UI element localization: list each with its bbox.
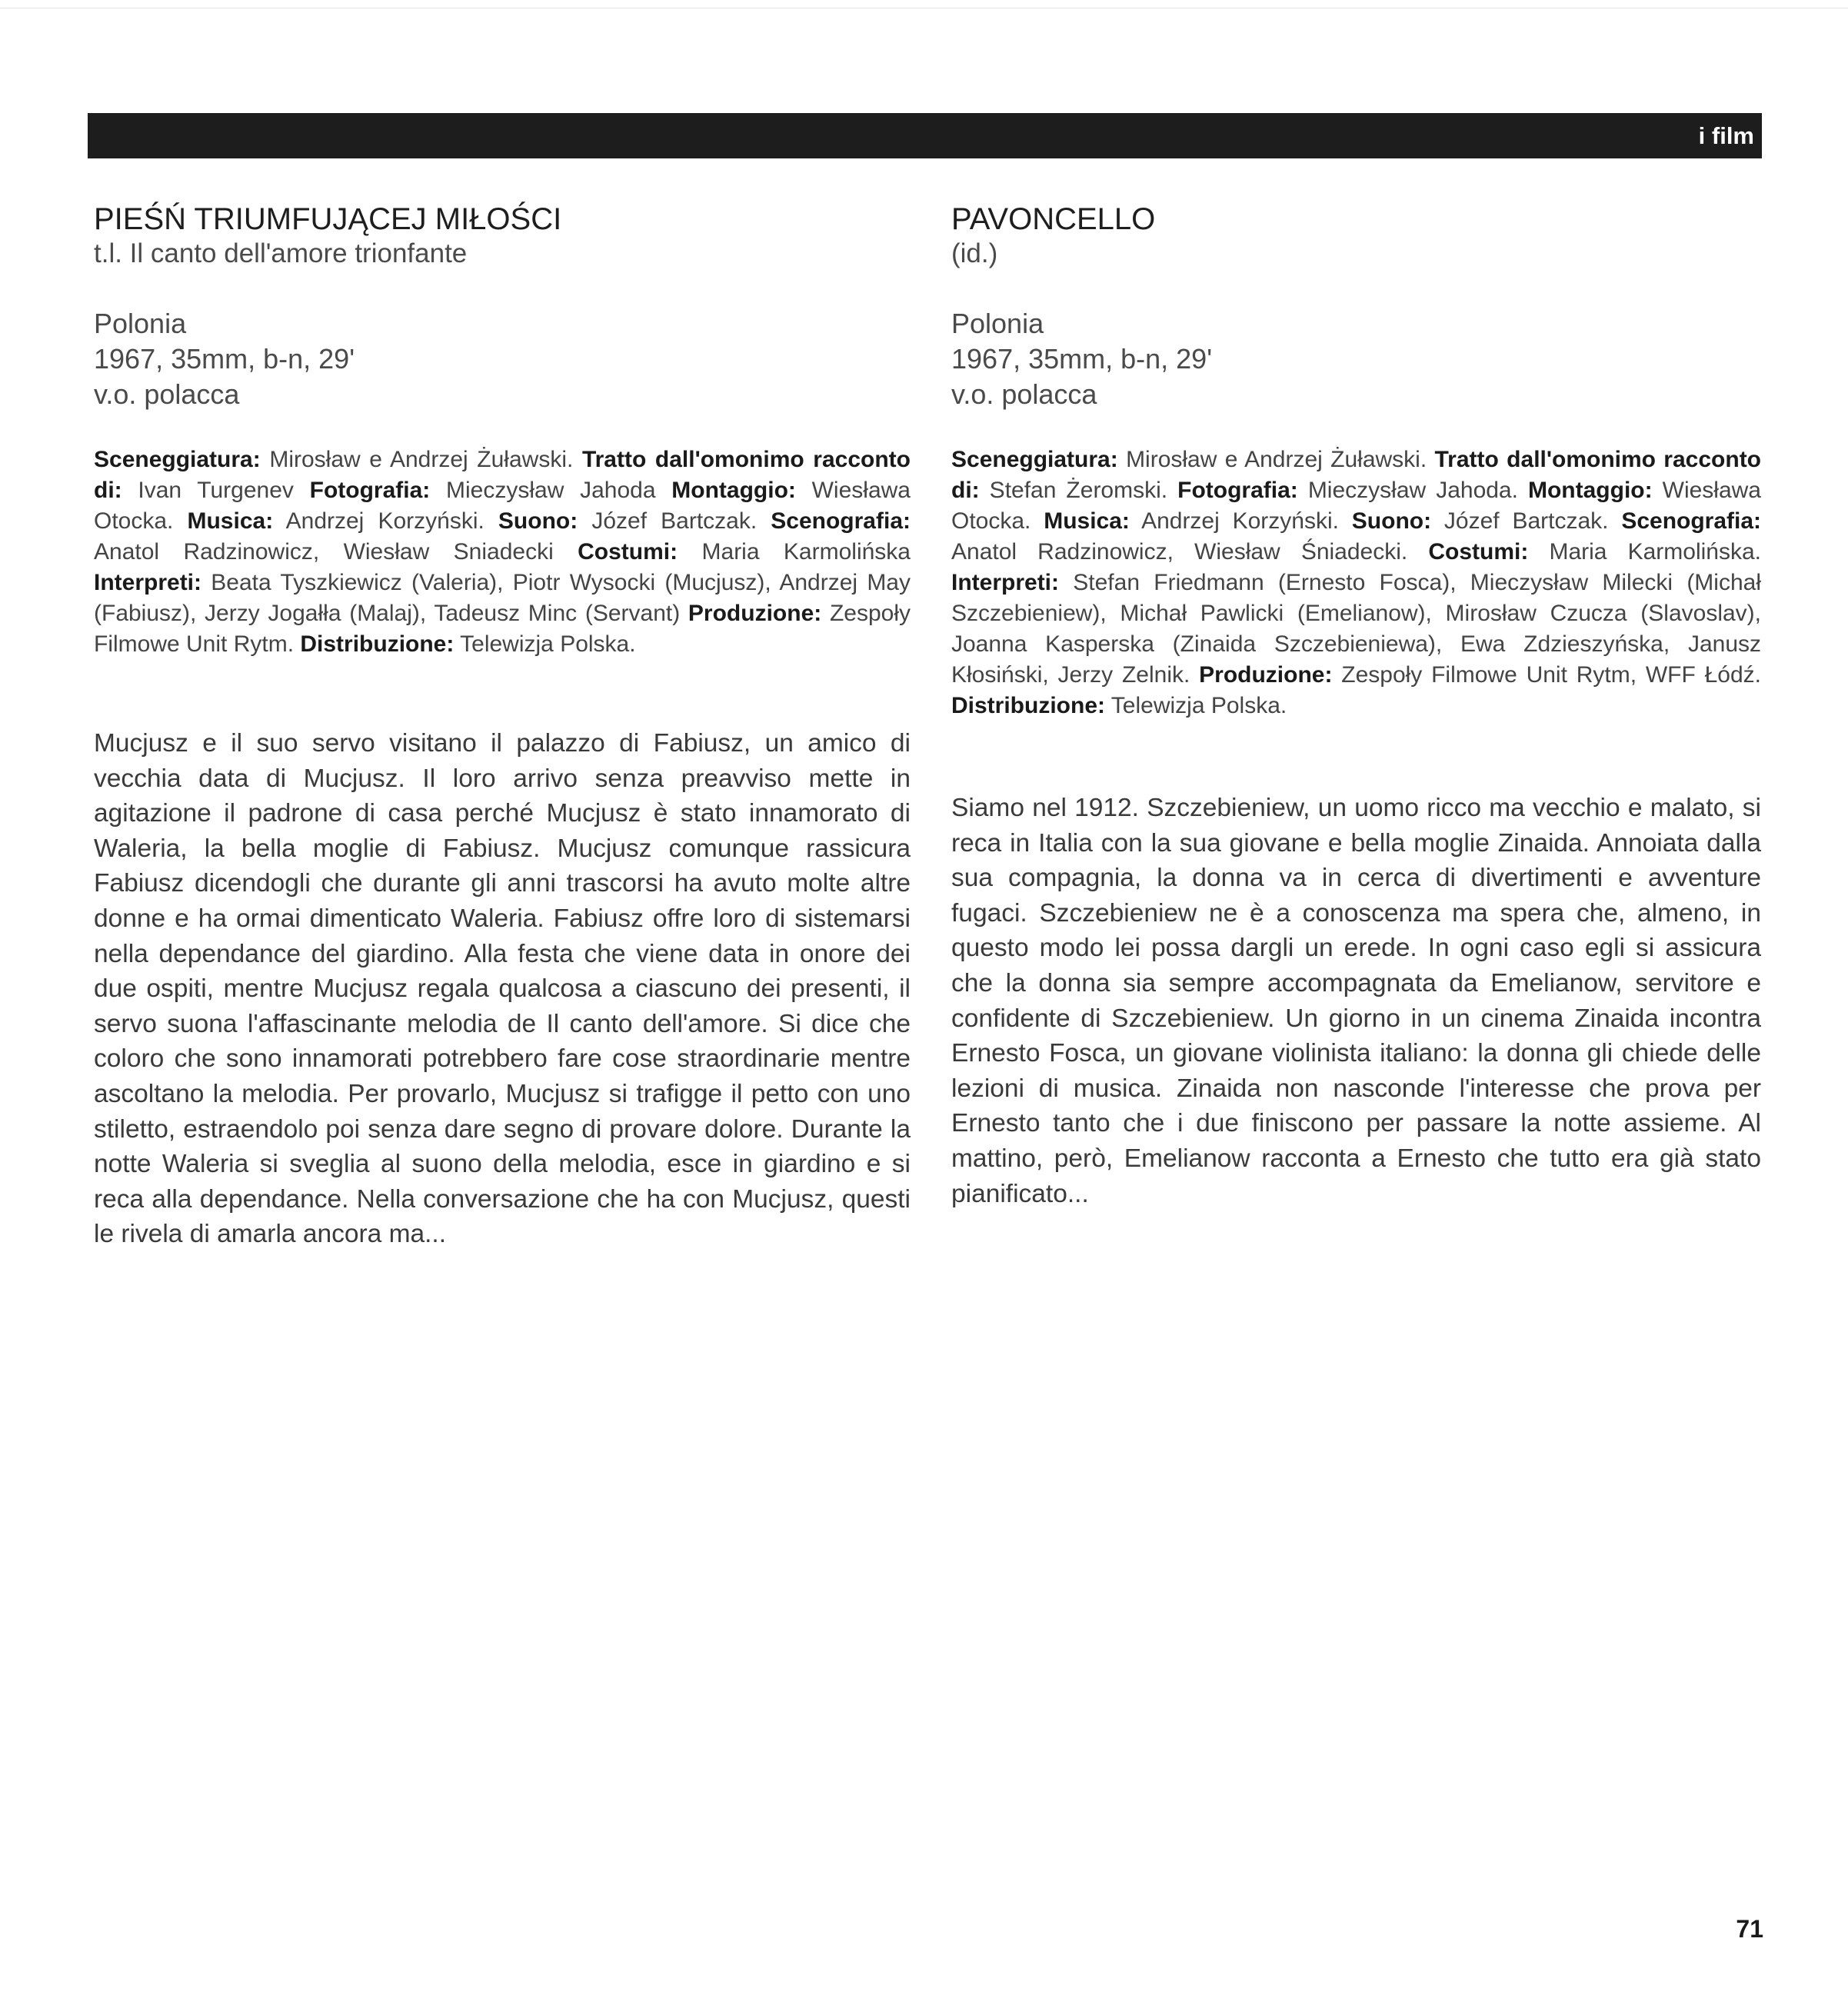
credit-label: Distribuzione: <box>951 693 1105 718</box>
credit-label: Tratto dall'omonimo racconto di: <box>94 447 911 503</box>
film-info <box>94 306 911 412</box>
credit-label: Sceneggiatura: <box>951 447 1118 472</box>
film-credits <box>94 445 911 660</box>
credit-value: Mirosław e Andrzej Żuławski. <box>1117 447 1435 472</box>
credit-value: Józef Bartczak. <box>578 508 771 534</box>
credit-label: Interpreti: <box>94 570 202 595</box>
credit-value: Ivan Turgenev <box>122 478 310 503</box>
page-number: 71 <box>1736 1915 1763 1943</box>
film-subtitle: t.l. Il canto dell'amore trionfante <box>94 238 468 268</box>
film-details: 1967, 35mm, b-n, 29' <box>951 343 1213 375</box>
film-country: Polonia <box>951 308 1044 339</box>
credit-label: Tratto dall'omonimo racconto di: <box>951 447 1762 503</box>
credit-value: Andrzej Korzyński. <box>273 508 498 534</box>
credit-value: Beata Tyszkiewicz (Valeria), Piotr Wysocki (Mucjusz), Andrzej May (Fabiusz), Jerzy Jogałła (Malaj), Tadeusz Minc (Servant) <box>94 570 911 626</box>
credit-value: Stefan Friedmann (Ernesto Fosca), Mieczysław Milecki (Michał Szczebieniew), Michał Pawlicki (Emelianow), Mirosław Czucza (Slavoslav), Joanna Kasperska (Zinaida Szczebieniewa), Ewa Zdzieszyńska, Janusz Kłosiński, Jerzy Zelnik. <box>951 570 1761 688</box>
film-synopsis: Mucjusz e il suo servo visitano il palazzo di Fabiusz, un amico di vecchia data di Mucjusz. Il loro arrivo senza preavviso mette in agitazione il padrone di casa perché Mucjusz è stato innamorato di Waleria, la bella moglie di Fabiusz. Mucjusz comunque rassicura Fabiusz dicendogli che durante gli anni trascorsi ha avuto molte altre donne e ha ormai dimenticato Waleria. Fabiusz offre loro di sistemarsi nella dependance del giardino. Alla festa che viene data in onore dei due ospiti, mentre Mucjusz regala qualcosa a ciascuno dei presenti, il servo suona l'affascinante melodia de Il canto dell'amore. Si dice che coloro che sono innamorati potrebbero fare cose straordinarie mentre ascoltano la melodia. Per provarlo, Mucjusz si trafigge il petto con uno stiletto, estraendolo poi senza dare segno di provare dolore. Durante la notte Waleria si sveglia al suono della melodia, esce in giardino e si reca alla dependance. Nella conversazione che ha con Mucjusz, questi le rivela di amarla ancora ma... <box>94 729 911 1249</box>
film-title: PAVONCELLO <box>951 202 1156 236</box>
credit-label: Scenografia: <box>771 508 911 534</box>
credit-value: Telewizja Polska. <box>1105 693 1287 718</box>
credit-label: Fotografia: <box>1177 478 1298 503</box>
film-entry-left <box>94 202 911 1252</box>
credit-label: Costumi: <box>578 539 678 565</box>
credit-value: Maria Karmolińska <box>678 539 911 565</box>
film-language: v.o. polacca <box>94 378 240 410</box>
credit-value: Anatol Radzinowicz, Wiesław Sniadecki <box>94 539 578 565</box>
credit-label: Suono: <box>1351 508 1432 534</box>
credit-value: Maria Karmolińska. <box>1528 539 1761 565</box>
credit-label: Fotografia: <box>309 478 431 503</box>
credit-label: Musica: <box>1044 508 1130 534</box>
credit-label: Sceneggiatura: <box>94 447 261 472</box>
film-subtitle: (id.) <box>951 238 998 268</box>
credit-value: Mieczysław Jahoda <box>430 478 672 503</box>
film-credits <box>951 445 1761 721</box>
film-language: v.o. polacca <box>951 378 1097 410</box>
credit-value: Telewizja Polska. <box>454 631 636 657</box>
section-header-bar <box>88 113 1762 158</box>
credit-label: Montaggio: <box>671 478 796 503</box>
credit-label: Scenografia: <box>1621 508 1762 534</box>
credit-label: Produzione: <box>1199 662 1333 688</box>
credit-label: Produzione: <box>688 601 822 626</box>
film-entry-right <box>951 202 1761 1211</box>
credit-value: Zespoły Filmowe Unit Rytm, WFF Łódź. <box>1332 662 1762 688</box>
credit-value: Mieczysław Jahoda. <box>1297 478 1528 503</box>
credit-value: Anatol Radzinowicz, Wiesław Śniadecki. <box>951 539 1429 565</box>
credit-label: Interpreti: <box>951 570 1060 595</box>
film-country: Polonia <box>94 308 187 339</box>
credit-label: Distribuzione: <box>300 631 455 657</box>
credit-value: Mirosław e Andrzej Żuławski. <box>260 447 582 472</box>
section-label: i film <box>1698 122 1754 149</box>
credit-label: Montaggio: <box>1527 478 1653 503</box>
credit-value: Andrzej Korzyński. <box>1129 508 1352 534</box>
credit-label: Musica: <box>187 508 274 534</box>
film-title: PIEŚŃ TRIUMFUJĄCEJ MIŁOŚCI <box>94 202 562 236</box>
credit-value: Wiesława Otocka. <box>951 478 1761 534</box>
credit-value: Wiesława Otocka. <box>94 478 911 534</box>
credit-value: Stefan Żeromski. <box>979 478 1178 503</box>
film-synopsis: Siamo nel 1912. Szczebieniew, un uomo ricco ma vecchio e malato, si reca in Italia con la sua giovane e bella moglie Zinaida. Annoiata dalla sua compagnia, la donna va in cerca di divertimenti e avventure fugaci. Szczebieniew ne è a conoscenza ma spera che, almeno, in questo modo lei possa dargli un erede. In ogni caso egli si assicura che la donna sia sempre accompagnata da Emelianow, servitore e confidente di Szczebieniew. Un giorno in un cinema Zinaida incontra Ernesto Fosca, un giovane violinista italiano: la donna gli chiede delle lezioni di musica. Zinaida non nasconde l'interesse che prova per Ernesto tanto che i due finiscono per passare la notte assieme. Al mattino, però, Emelianow racconta a Ernesto che tutto era già stato pianificato... <box>951 794 1761 1208</box>
credit-value: Zespoły Filmowe Unit Rytm. <box>94 601 911 657</box>
credit-value: Józef Bartczak. <box>1431 508 1622 534</box>
credit-label: Costumi: <box>1428 539 1529 565</box>
film-info <box>951 306 1761 412</box>
credit-label: Suono: <box>498 508 578 534</box>
film-details: 1967, 35mm, b-n, 29' <box>94 343 355 375</box>
